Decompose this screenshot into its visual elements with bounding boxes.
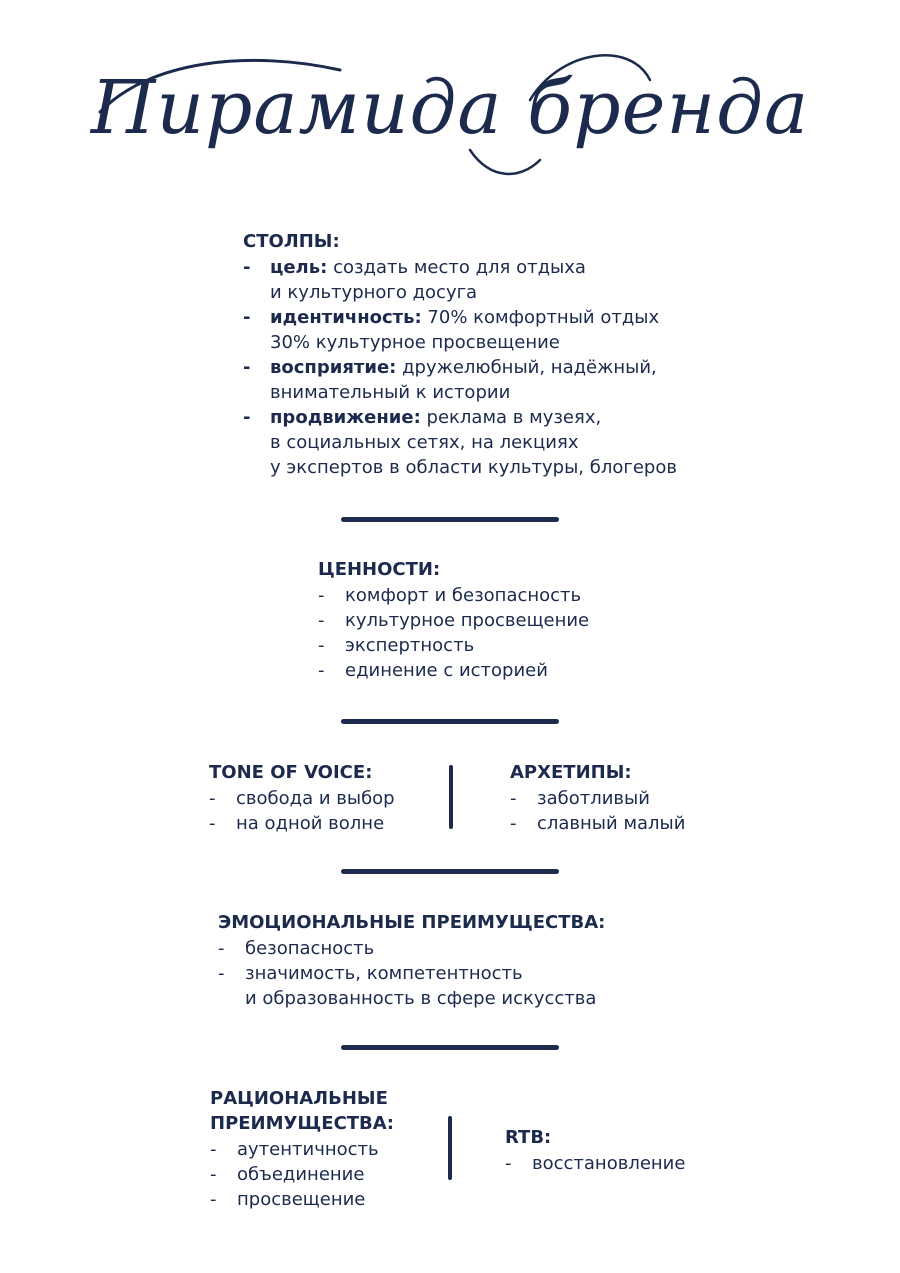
- values-section: [318, 557, 589, 683]
- list-item: - комфорт и безопасность: [318, 585, 582, 606]
- tone-section: [209, 760, 395, 836]
- pillar-continuation: у экспертов в области культуры, блогеров: [270, 457, 677, 478]
- list-item: - аутентичность: [210, 1139, 379, 1160]
- list-item: - цель: создать место для отдыха и культурного досуга: [243, 255, 677, 305]
- pillar-key: продвижение:: [270, 407, 421, 428]
- list-item: - просвещение: [210, 1189, 366, 1210]
- list-item: - безопасность: [218, 938, 375, 959]
- pillars-section: [243, 229, 677, 480]
- divider: [341, 869, 559, 874]
- pillar-key: восприятие:: [270, 357, 397, 378]
- emotional-heading: ЭМОЦИОНАЛЬНЫЕ ПРЕИМУЩЕСТВА:: [218, 912, 606, 933]
- list-item: - свобода и выбор: [209, 788, 395, 809]
- vertical-separator: [448, 1116, 452, 1180]
- list-item: - значимость, компетентность и образованность в сфере искусства: [218, 963, 597, 1009]
- pillar-continuation: внимательный к истории: [270, 382, 511, 403]
- pillar-continuation: 30% культурное просвещение: [270, 332, 560, 353]
- archetypes-section: [510, 760, 685, 836]
- rtb-heading: RTB:: [505, 1127, 552, 1148]
- list-item: - славный малый: [510, 813, 686, 834]
- tone-list: [209, 786, 395, 836]
- pillar-text: реклама в музеях,: [426, 407, 602, 428]
- rtb-list: [505, 1151, 685, 1176]
- values-heading: ЦЕННОСТИ:: [318, 559, 441, 580]
- page-title: [90, 40, 810, 190]
- list-item: - продвижение: реклама в музеях, в социальных сетях, на лекциях у экспертов в области культуры, блогеров: [243, 407, 677, 478]
- pillar-key: цель:: [270, 257, 328, 278]
- pillar-continuation: и культурного досуга: [270, 282, 478, 303]
- list-item: - экспертность: [318, 635, 475, 656]
- pillar-key: идентичность:: [270, 307, 422, 328]
- pillar-continuation: в социальных сетях, на лекциях: [270, 432, 579, 453]
- list-item: - на одной волне: [209, 813, 385, 834]
- divider: [341, 517, 559, 522]
- list-item: - культурное просвещение: [318, 610, 590, 631]
- tone-heading: TONE OF VOICE:: [209, 762, 373, 783]
- list-item: - заботливый: [510, 788, 650, 809]
- vertical-separator: [449, 765, 453, 829]
- archetypes-list: [510, 786, 685, 836]
- pillar-text: 70% комфортный отдых: [427, 307, 660, 328]
- title-text: Пирамида бренда: [90, 65, 810, 151]
- divider: [341, 1045, 559, 1050]
- rational-heading: РАЦИОНАЛЬНЫЕ ПРЕИМУЩЕСТВА:: [210, 1088, 394, 1134]
- rtb-section: [505, 1125, 685, 1176]
- list-item: - восприятие: дружелюбный, надёжный, внимательный к истории: [243, 355, 677, 405]
- rational-section: [210, 1086, 394, 1212]
- values-list: [318, 583, 589, 683]
- pillar-text: дружелюбный, надёжный,: [402, 357, 657, 378]
- list-item: - восстановление: [505, 1153, 686, 1174]
- list-item: - объединение: [210, 1164, 365, 1185]
- divider: [341, 719, 559, 724]
- pillar-text: создать место для отдыха: [333, 257, 586, 278]
- emotional-section: [218, 910, 605, 1011]
- list-item: - идентичность: 70% комфортный отдых 30% культурное просвещение: [243, 305, 677, 355]
- list-item: - единение с историей: [318, 660, 548, 681]
- archetypes-heading: АРХЕТИПЫ:: [510, 762, 632, 783]
- emotional-list: [218, 936, 605, 1011]
- pillars-heading: СТОЛПЫ:: [243, 231, 340, 252]
- pillars-list: [243, 255, 677, 480]
- rational-list: [210, 1137, 394, 1212]
